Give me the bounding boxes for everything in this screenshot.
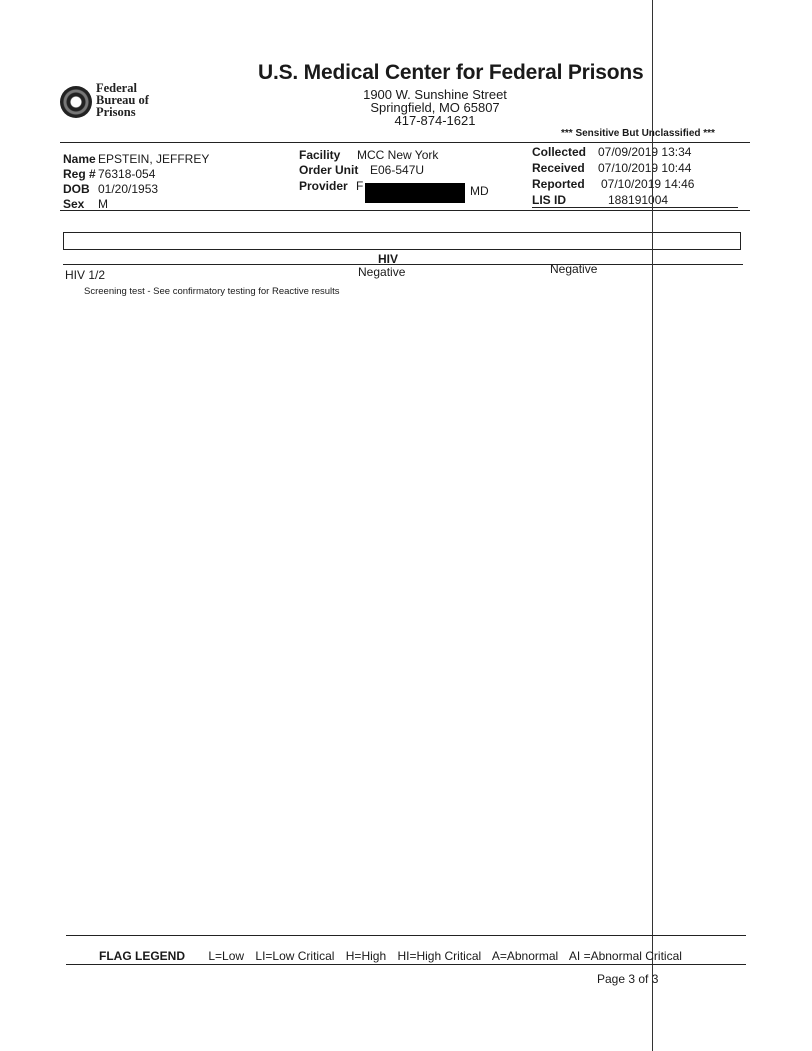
logo-line-2: Bureau of — [96, 93, 149, 107]
received-value: 07/10/2019 10:44 — [598, 161, 692, 175]
logo-line-1: Federal — [96, 81, 137, 95]
provider-label: Provider — [299, 179, 348, 193]
lis-value: 188191004 — [608, 193, 669, 207]
provider-suffix: MD — [470, 184, 489, 198]
legend-title: FLAG LEGEND — [99, 949, 185, 963]
legend-item: AI =Abnormal Critical — [568, 949, 682, 963]
lis-label: LIS ID — [532, 193, 567, 207]
order-unit-value: E06-547U — [370, 163, 425, 177]
collected-value: 07/09/2019 13:34 — [598, 145, 692, 159]
reg-label: Reg # — [63, 167, 96, 181]
page-number: Page 3 of 3 — [597, 972, 659, 986]
footer-top-rule — [66, 935, 746, 936]
section-title: HIV — [378, 252, 399, 266]
facility-label: Facility — [299, 148, 341, 162]
test-result: Negative — [358, 265, 406, 279]
phone-number: 417-874-1621 — [394, 113, 476, 128]
facility-title: U.S. Medical Center for Federal Prisons — [258, 61, 644, 84]
name-label: Name — [63, 152, 96, 166]
bop-seal-icon — [60, 86, 92, 118]
legend-item: H=High — [345, 949, 387, 963]
test-note: Screening test - See confirmatory testing for Reactive results — [84, 286, 340, 297]
flag-legend — [99, 949, 690, 963]
header-divider — [60, 142, 750, 143]
bop-logo-text — [96, 82, 149, 118]
dates-underline — [532, 207, 738, 208]
patient-divider — [60, 210, 750, 211]
dob-value: 01/20/1953 — [98, 182, 159, 196]
legend-item: L=Low — [208, 949, 245, 963]
collected-label: Collected — [532, 145, 587, 159]
provider-initial: F — [356, 179, 364, 193]
order-unit-label: Order Unit — [299, 163, 359, 177]
sex-value: M — [98, 197, 108, 211]
legend-item: A=Abnormal — [491, 949, 559, 963]
received-label: Received — [532, 161, 585, 175]
sex-label: Sex — [63, 197, 85, 211]
test-reference: Negative — [550, 262, 598, 276]
redaction-bar — [365, 183, 465, 203]
reg-number: 76318-054 — [98, 167, 156, 181]
classification-label: *** Sensitive But Unclassified *** — [561, 128, 715, 139]
reported-label: Reported — [532, 177, 585, 191]
logo-line-3: Prisons — [96, 105, 136, 119]
section-header-box — [63, 232, 741, 250]
footer-bottom-rule — [66, 964, 746, 965]
patient-name: EPSTEIN, JEFFREY — [98, 152, 210, 166]
address-line-1: 1900 W. Sunshine Street — [363, 87, 507, 102]
address-line-2: Springfield, MO 65807 — [370, 100, 500, 115]
reported-value: 07/10/2019 14:46 — [601, 177, 695, 191]
test-name: HIV 1/2 — [65, 268, 106, 282]
scan-line — [652, 0, 653, 1051]
legend-item: HI=High Critical — [397, 949, 482, 963]
dob-label: DOB — [63, 182, 90, 196]
facility-value: MCC New York — [357, 148, 439, 162]
legend-item: LI=Low Critical — [255, 949, 335, 963]
